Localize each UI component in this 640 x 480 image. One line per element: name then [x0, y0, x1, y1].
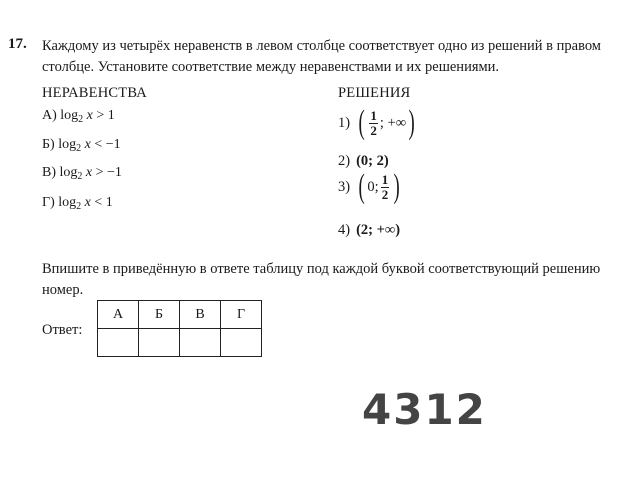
inequality-g — [42, 195, 113, 212]
fraction-denominator: 2 — [370, 122, 377, 138]
inequality-b — [42, 137, 121, 154]
variable: x — [84, 195, 91, 210]
variable: x — [84, 137, 91, 152]
answer-header-v: В — [180, 301, 221, 329]
inequality-letter: Б) — [42, 137, 55, 152]
answer-header-b: Б — [139, 301, 180, 329]
solution-number: 3) — [338, 178, 351, 195]
open-paren: ( — [358, 104, 365, 141]
answer-cell-g[interactable] — [221, 329, 262, 357]
inequality-v — [42, 165, 122, 182]
open-paren: ( — [358, 168, 365, 205]
task-text: Каждому из четырёх неравенств в левом столбце соответствует одно из решений в правом столбце. Установите соответствие между неравенствами и их решениями. — [42, 38, 601, 75]
inequality-a — [42, 108, 115, 125]
variable: x — [85, 165, 93, 180]
instruction-text: Впишите в приведённую в ответе таблицу под каждой буквой соответствующий решению номер. — [42, 261, 601, 298]
inequality-letter: Г) — [42, 195, 55, 210]
answer-cell-b[interactable] — [139, 329, 180, 357]
solution-3 — [338, 168, 403, 205]
log-function: log — [59, 165, 78, 180]
solution-4 — [338, 222, 400, 239]
log-base: 2 — [77, 171, 83, 182]
interval-rest: ; +∞ — [379, 114, 407, 131]
solutions-header: РЕШЕНИЯ — [338, 85, 411, 101]
relation: < −1 — [94, 137, 121, 152]
log-base: 2 — [78, 114, 84, 125]
log-function: log — [58, 195, 77, 210]
inequality-letter: А) — [42, 108, 57, 123]
fraction — [381, 173, 390, 202]
fraction-numerator: 1 — [381, 171, 389, 187]
solution-1 — [338, 104, 417, 141]
answer-table-value-row[interactable] — [98, 329, 262, 357]
solution-number: 2) — [338, 153, 351, 169]
answer-header-g: Г — [221, 301, 262, 329]
answer-cell-v[interactable] — [180, 329, 221, 357]
answer-table — [97, 300, 262, 357]
log-base: 2 — [76, 143, 82, 154]
interval-start: 0; — [367, 178, 379, 195]
relation: < 1 — [94, 195, 113, 210]
relation: > 1 — [96, 108, 115, 123]
answer-cell-a[interactable] — [98, 329, 139, 357]
close-paren: ) — [393, 168, 400, 205]
inequalities-header: НЕРАВЕНСТВА — [42, 85, 147, 101]
close-paren: ) — [408, 104, 415, 141]
log-function: log — [58, 137, 77, 152]
fraction-numerator: 1 — [370, 107, 377, 123]
log-base: 2 — [76, 201, 82, 212]
answer-table-header-row — [98, 301, 262, 329]
answer-label: Ответ: — [42, 322, 83, 338]
answer-value: 4312 — [362, 385, 487, 434]
log-function: log — [60, 108, 79, 123]
variable: x — [86, 108, 93, 123]
fraction — [369, 109, 378, 138]
task-number: 17. — [8, 36, 27, 52]
inequality-letter: В) — [42, 165, 56, 180]
solution-number: 4) — [338, 222, 351, 238]
interval: (2; +∞) — [356, 222, 401, 238]
relation: > −1 — [95, 165, 122, 180]
solution-number: 1) — [338, 114, 351, 131]
interval: (0; 2) — [356, 153, 389, 169]
fraction-denominator: 2 — [381, 186, 389, 202]
answer-header-a: А — [98, 301, 139, 329]
